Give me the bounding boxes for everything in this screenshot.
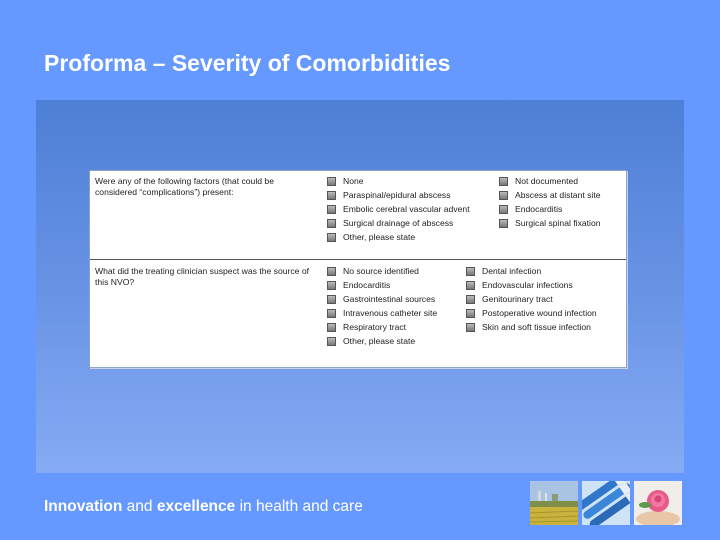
option-label: Not documented xyxy=(515,176,579,186)
option-other[interactable] xyxy=(327,230,415,244)
option-abscess-distant[interactable] xyxy=(499,188,601,202)
checkbox[interactable] xyxy=(466,295,475,304)
checkbox[interactable] xyxy=(499,177,508,186)
option-label: Embolic cerebral vascular advent xyxy=(343,204,470,214)
slide-title: Proforma – Severity of Comorbidities xyxy=(44,50,451,76)
footer-tagline xyxy=(44,498,363,516)
option-genitourinary[interactable] xyxy=(466,292,553,306)
checkbox[interactable] xyxy=(327,323,336,332)
option-label: Respiratory tract xyxy=(343,322,407,332)
option-label: Genitourinary tract xyxy=(482,294,553,304)
footer-word-innovation: Innovation xyxy=(44,498,123,515)
option-label: Intravenous catheter site xyxy=(343,308,438,318)
option-label: Abscess at distant site xyxy=(515,190,601,200)
option-label: Endocarditis xyxy=(515,204,563,214)
option-label: Endovascular infections xyxy=(482,280,573,290)
option-label: Skin and soft tissue infection xyxy=(482,322,591,332)
checkbox[interactable] xyxy=(499,205,508,214)
checkbox[interactable] xyxy=(327,191,336,200)
option-label: Endocarditis xyxy=(343,280,391,290)
option-label: No source identified xyxy=(343,266,419,276)
option-spinal-fixation[interactable] xyxy=(499,216,601,230)
footer-word-excellence: excellence xyxy=(156,498,236,515)
option-gastrointestinal[interactable] xyxy=(327,292,435,306)
footer-word-rest: in health and care xyxy=(235,498,363,515)
option-label: Paraspinal/epidural abscess xyxy=(343,190,451,200)
landscape-photo xyxy=(530,481,578,525)
option-label: Other, please state xyxy=(343,336,416,346)
option-label: None xyxy=(343,176,364,186)
option-none[interactable] xyxy=(327,174,364,188)
complications-question: Were any of the following factors (that could be considered “complications”) present: xyxy=(95,176,274,197)
rose-in-hands-photo xyxy=(634,481,682,525)
test-tubes-photo xyxy=(582,481,630,525)
option-embolic[interactable] xyxy=(327,202,470,216)
option-label: Surgical spinal fixation xyxy=(515,218,601,228)
option-no-source[interactable] xyxy=(327,264,419,278)
option-not-documented[interactable] xyxy=(499,174,578,188)
option-label: Postoperative wound infection xyxy=(482,308,597,318)
checkbox[interactable] xyxy=(327,177,336,186)
checkbox[interactable] xyxy=(499,191,508,200)
option-label: Gastrointestinal sources xyxy=(343,294,436,304)
checkbox[interactable] xyxy=(466,281,475,290)
checkbox[interactable] xyxy=(327,205,336,214)
option-respiratory[interactable] xyxy=(327,320,406,334)
checkbox[interactable] xyxy=(327,309,336,318)
checkbox[interactable] xyxy=(466,267,475,276)
content-panel xyxy=(36,100,684,473)
checkbox[interactable] xyxy=(327,281,336,290)
complications-section xyxy=(90,171,626,260)
checkbox[interactable] xyxy=(466,309,475,318)
footer-word-and: and xyxy=(122,498,157,515)
option-label: Other, please state xyxy=(343,232,416,242)
source-question: What did the treating clinician suspect was the source of this NVO? xyxy=(95,266,310,287)
checkbox[interactable] xyxy=(327,233,336,242)
option-endocarditis[interactable] xyxy=(499,202,562,216)
checkbox[interactable] xyxy=(499,219,508,228)
option-surgical-drainage[interactable] xyxy=(327,216,453,230)
proforma-form xyxy=(89,170,627,368)
option-other-source[interactable] xyxy=(327,334,415,348)
option-dental[interactable] xyxy=(466,264,541,278)
checkbox[interactable] xyxy=(466,323,475,332)
option-postoperative[interactable] xyxy=(466,306,597,320)
option-skin-soft-tissue[interactable] xyxy=(466,320,591,334)
checkbox[interactable] xyxy=(327,267,336,276)
checkbox[interactable] xyxy=(327,337,336,346)
checkbox[interactable] xyxy=(327,295,336,304)
option-endocarditis-source[interactable] xyxy=(327,278,390,292)
option-iv-catheter[interactable] xyxy=(327,306,437,320)
option-paraspinal-abscess[interactable] xyxy=(327,188,451,202)
source-section xyxy=(90,261,626,367)
option-label: Dental infection xyxy=(482,266,542,276)
checkbox[interactable] xyxy=(327,219,336,228)
option-label: Surgical drainage of abscess xyxy=(343,218,454,228)
option-endovascular[interactable] xyxy=(466,278,573,292)
